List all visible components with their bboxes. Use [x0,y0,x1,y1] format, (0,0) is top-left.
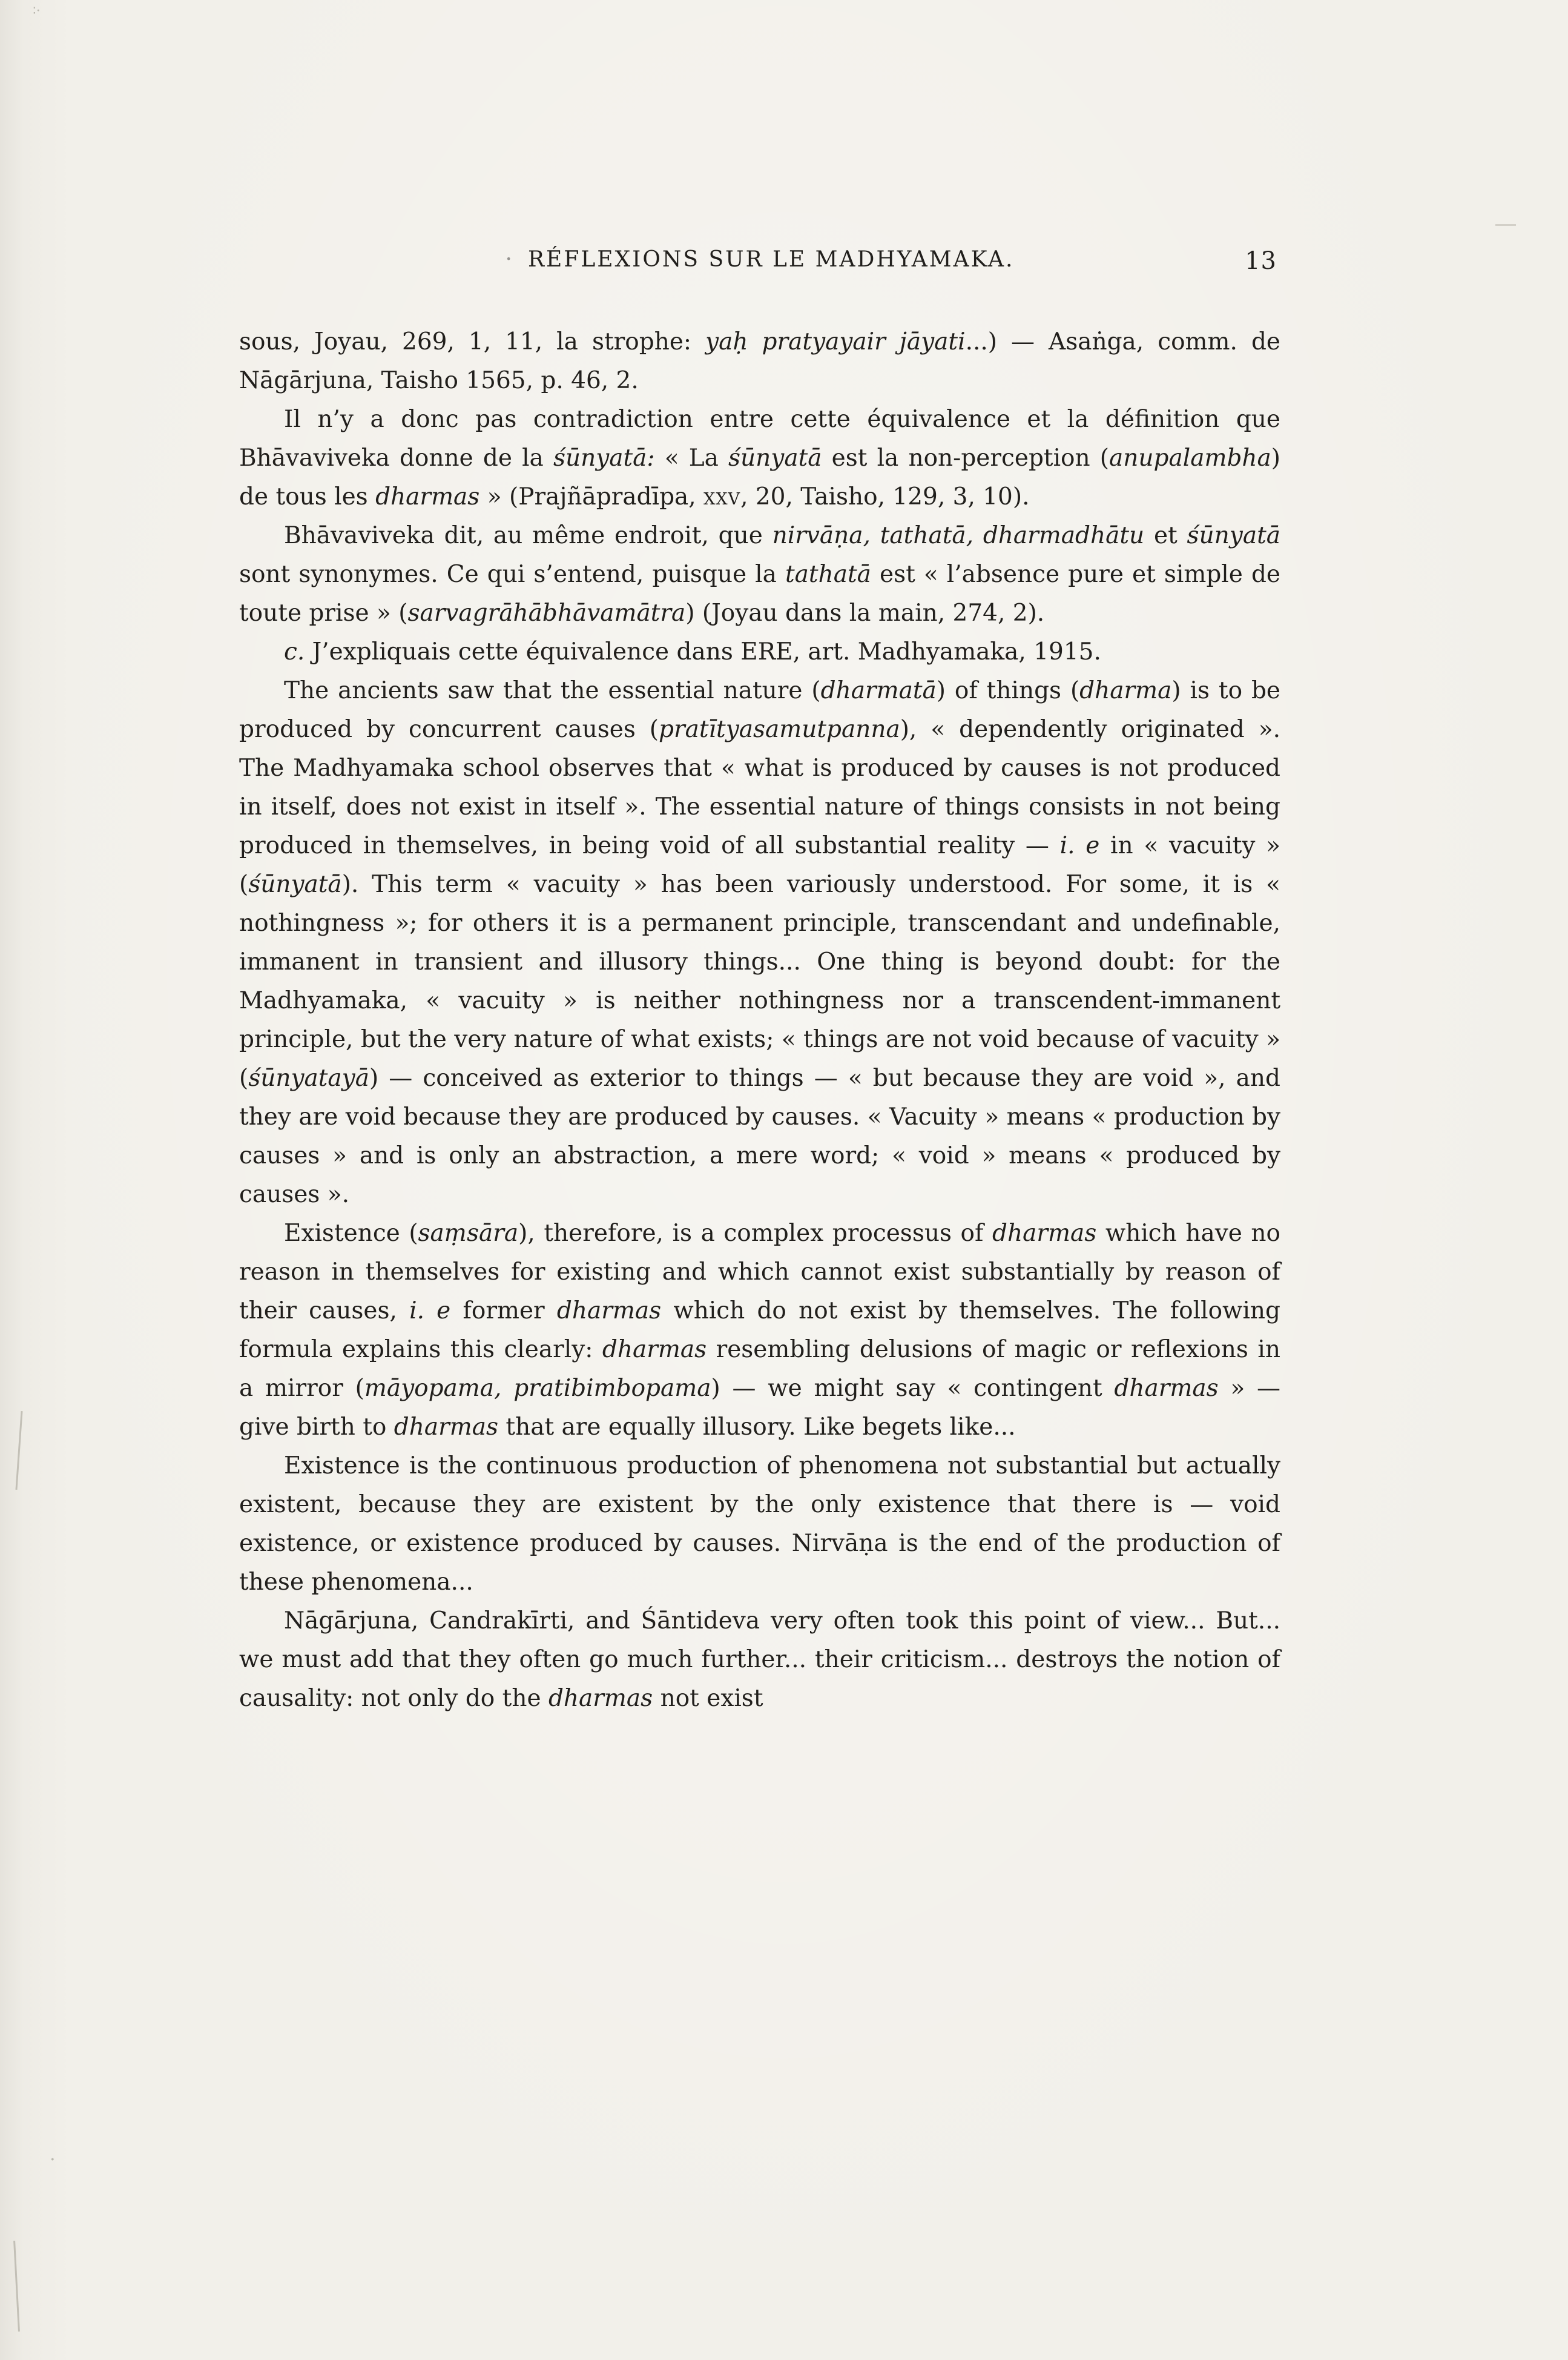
text-run: in « vacuity » ( [239,832,1280,898]
italic-text-run: dharmas [556,1297,662,1324]
text-run: former [450,1297,557,1324]
text-run: ), « dependently originated ». The Madhyamaka school observes that « what is produced by causes is not produced in itself, does not exist in itself ». The essential nature of things consists in not being produced in themselves, in being void of all substantial reality — [239,716,1280,859]
italic-text-run: sarvagrāhābhāvamātra [407,600,686,627]
text-run: that are equally illusory. Like begets like... [498,1413,1016,1441]
italic-text-run: yaḥ pratyayair jāyati [705,328,966,355]
text-run: The ancients saw that the essential nature ( [284,677,821,704]
italic-text-run: saṃsāra [418,1220,519,1247]
italic-text-run: tathatā [785,561,871,588]
text-run: ). This term « vacuity » has been variously understood. For some, it is « nothingness »; for others it is a permanent principle, transcendant and undefinable, immanent in transient and illusory things... One thing is beyond doubt: for the Madhyamaka, « vacuity » is neither nothingness nor a transcendent-immanent principle, but the very nature of what exists; « things are not void because of vacuity » ( [239,871,1280,1092]
running-header [239,247,1280,275]
text-run: Nāgārjuna, Candrakīrti, and Śāntideva very often took this point of view... But... we must add that they often go much further... their criticism... destroys the notion of causality: not only do the [239,1607,1280,1712]
italic-text-run: śūnyatā: [553,445,655,472]
text-run: sont synonymes. Ce qui s’entend, puisque la [239,561,785,588]
text-run: Existence is the continuous production of phenomena not substantial but actually existent, because they are existent by the only existence that there is — void existence, or existence produced by causes. Nirvāṇa is the end of the production of these phenomena... [239,1452,1280,1596]
italic-text-run: śūnyatā [1187,522,1280,549]
text-run: est « l’absence pure et simple de toute prise » ( [239,561,1281,627]
text-run: Bhāvaviveka dit, au même endroit, que [284,522,772,549]
text-run: « La [654,445,729,472]
page-number: 13 [1245,247,1277,275]
paragraph [239,1602,1280,1718]
text-run: ) de tous les [239,445,1280,511]
scan-speck: . [50,2144,56,2165]
italic-text-run: dharmas [394,1413,499,1441]
italic-text-run: c. [284,638,305,666]
text-run: J’expliquais cette équivalence dans ERE, art. Madhyamaka, 1915. [305,638,1101,666]
text-run: » (Prajñāpradīpa, [479,483,704,511]
italic-text-run: dharmas [602,1336,707,1363]
italic-text-run: śūnyatā [248,871,342,898]
text-run: » — give birth to [239,1375,1280,1441]
italic-text-run: śūnyatā [728,445,822,472]
text-run: est la non-perception ( [822,445,1110,472]
scan-mark [15,1411,22,1490]
scan-mark [13,2241,20,2332]
text-run: ) of things ( [936,677,1080,704]
italic-text-run: dharma [1079,677,1172,704]
paragraph [239,633,1280,672]
paragraph [239,323,1280,400]
text-run: ...) — Asaṅga, comm. de Nāgārjuna, Taisho 1565, p. 46, 2. [239,328,1280,394]
page-content [239,247,1280,1718]
italic-text-run: i. e [409,1297,451,1324]
page-title: RÉFLEXIONS SUR LE MADHYAMAKA. [527,247,1015,272]
italic-text-run: i. e [1059,832,1100,859]
italic-text-run: nirvāṇa, tathatā, dharmadhātu [772,522,1145,549]
italic-text-run: dharmas [375,483,480,511]
text-run: ) — conceived as exterior to things — « but because they are void », and they are void because they are produced by causes. « Vacuity » means « production by causes » and is only an abstraction, a mere word; « void » means « produced by causes ». [239,1065,1280,1208]
scan-speck: · [505,247,512,272]
page-body [239,323,1280,1718]
paragraph [239,517,1280,633]
italic-text-run: dharmas [992,1220,1097,1247]
text-run: ), therefore, is a complex processus of [518,1220,993,1247]
paragraph [239,1214,1280,1447]
text-run: Existence ( [284,1220,418,1247]
text-run: et [1144,522,1187,549]
italic-text-run: śūnyatayā [248,1065,369,1092]
paragraph [239,672,1280,1214]
italic-text-run: dharmatā [820,677,937,704]
text-run: Il n’y a donc pas contradiction entre cette équivalence et la définition que Bhāvaviveka donne de la [239,406,1280,472]
text-run: resembling delusions of magic or reflexions in a mirror ( [239,1336,1280,1402]
smallcaps-text-run: xxv [703,483,741,511]
text-run: ) — we might say « contingent [711,1375,1115,1402]
italic-text-run: māyopama, pratibimbopama [364,1375,711,1402]
scan-speck: ∶· [33,4,41,19]
text-run: ) is to be produced by concurrent causes ( [239,677,1280,743]
italic-text-run: dharmas [1114,1375,1219,1402]
text-run: sous, Joyau, 269, 1, 11, la strophe: [239,328,706,355]
text-run: , 20, Taisho, 129, 3, 10). [740,483,1030,511]
paragraph [239,400,1280,517]
italic-text-run: dharmas [548,1685,653,1712]
paragraph [239,1447,1280,1602]
text-run: ) (Joyau dans la main, 274, 2). [685,600,1045,627]
italic-text-run: pratītyasamutpanna [659,716,900,743]
scan-mark [1495,224,1516,226]
text-run: which do not exist by themselves. The following formula explains this clearly: [239,1297,1280,1363]
text-run: not exist [653,1685,763,1712]
italic-text-run: anupalambha [1109,445,1271,472]
text-run: which have no reason in themselves for existing and which cannot exist substantially by reason of their causes, [239,1220,1280,1324]
